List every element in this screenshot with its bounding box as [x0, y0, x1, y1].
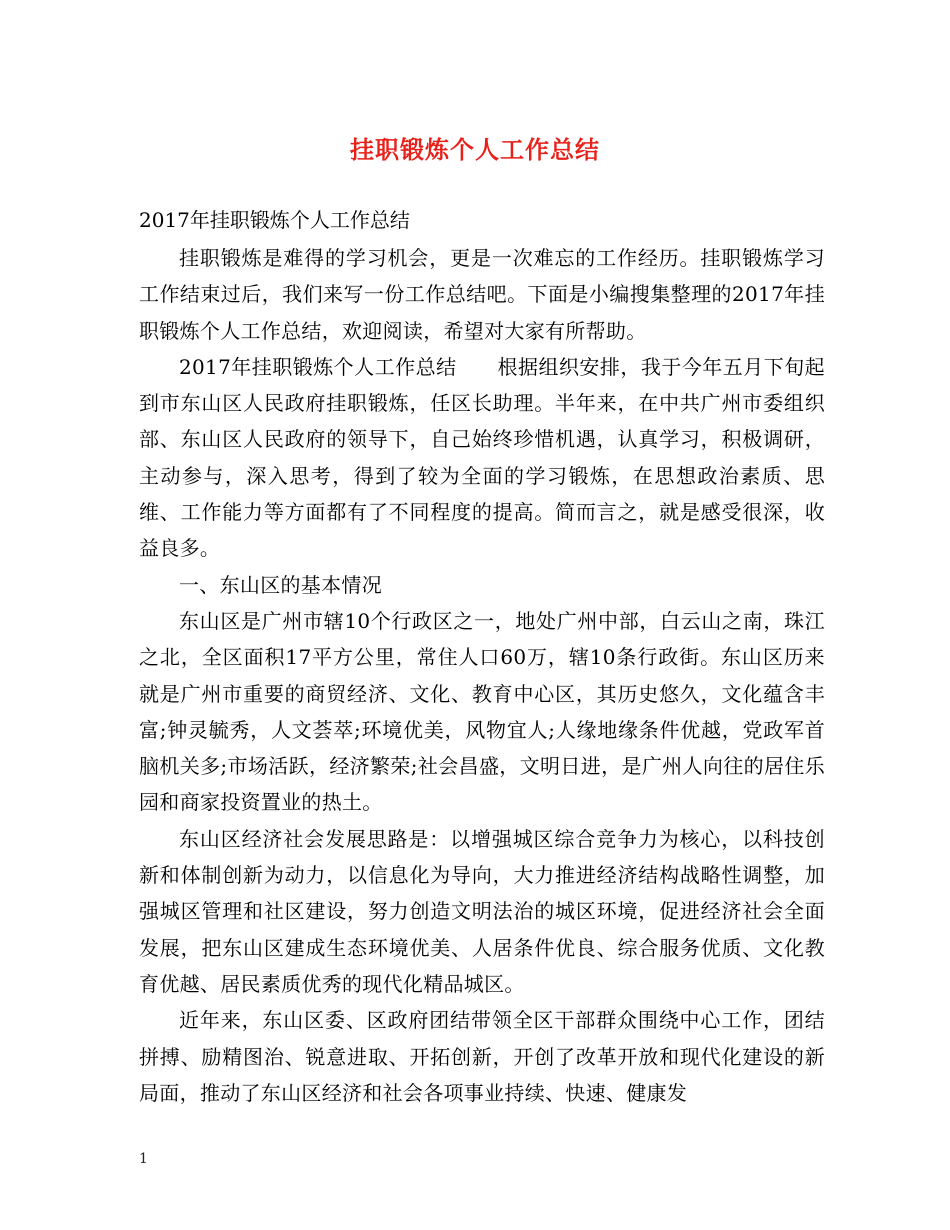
- document-title: 挂职锻炼个人工作总结: [350, 135, 600, 164]
- document-body: [139, 204, 825, 1111]
- paragraph-development-strategy: 东山区经济社会发展思路是：以增强城区综合竞争力为核心，以科技创新和体制创新为动力，以信息化为导向，大力推进经济结构战略性调整，加强城区管理和社区建设，努力创造文明法治的城区环境，促进经济社会全面发展，把东山区建成生态环境优美、人居条件优良、综合服务优质、文化教育优越、居民素质优秀的现代化精品城区。: [139, 826, 825, 996]
- paragraph-intro: 挂职锻炼是难得的学习机会，更是一次难忘的工作经历。挂职锻炼学习工作结束过后，我们来写一份工作总结吧。下面是小编搜集整理的2017年挂职锻炼个人工作总结，欢迎阅读，希望对大家有所帮助。: [139, 246, 825, 343]
- page-number: 1: [139, 1151, 148, 1167]
- section-heading-basic-situation: 一、东山区的基本情况: [179, 572, 382, 597]
- paragraph-district-overview: 东山区是广州市辖10个行政区之一，地处广州中部，白云山之南，珠江之北，全区面积17平方公里，常住人口60万，辖10条行政街。东山区历来就是广州市重要的商贸经济、文化、教育中心区，其历史悠久，文化蕴含丰富;钟灵毓秀，人文荟萃;环境优美，风物宜人;人缘地缘条件优越，党政军首脑机关多;市场活跃，经济繁荣;社会昌盛，文明日进，是广州人向往的居住乐园和商家投资置业的热土。: [139, 608, 825, 815]
- paragraph-recent-achievements: 近年来，东山区委、区政府团结带领全区干部群众围绕中心工作，团结拼搏、励精图治、锐意进取、开拓创新，开创了改革开放和现代化建设的新局面，推动了东山区经济和社会各项事业持续、快速、健康发: [139, 1008, 825, 1105]
- document-subtitle: 2017年挂职锻炼个人工作总结: [139, 208, 410, 232]
- paragraph-summary-opening: 2017年挂职锻炼个人工作总结 根据组织安排，我于今年五月下旬起到市东山区人民政府挂职锻炼，任区长助理。半年来，在中共广州市委组织部、东山区人民政府的领导下，自己始终珍惜机遇，认真学习，积极调研，主动参与，深入思考，得到了较为全面的学习锻炼，在思想政治素质、思维、工作能力等方面都有了不同程度的提高。简而言之，就是感受很深，收益良多。: [139, 354, 825, 561]
